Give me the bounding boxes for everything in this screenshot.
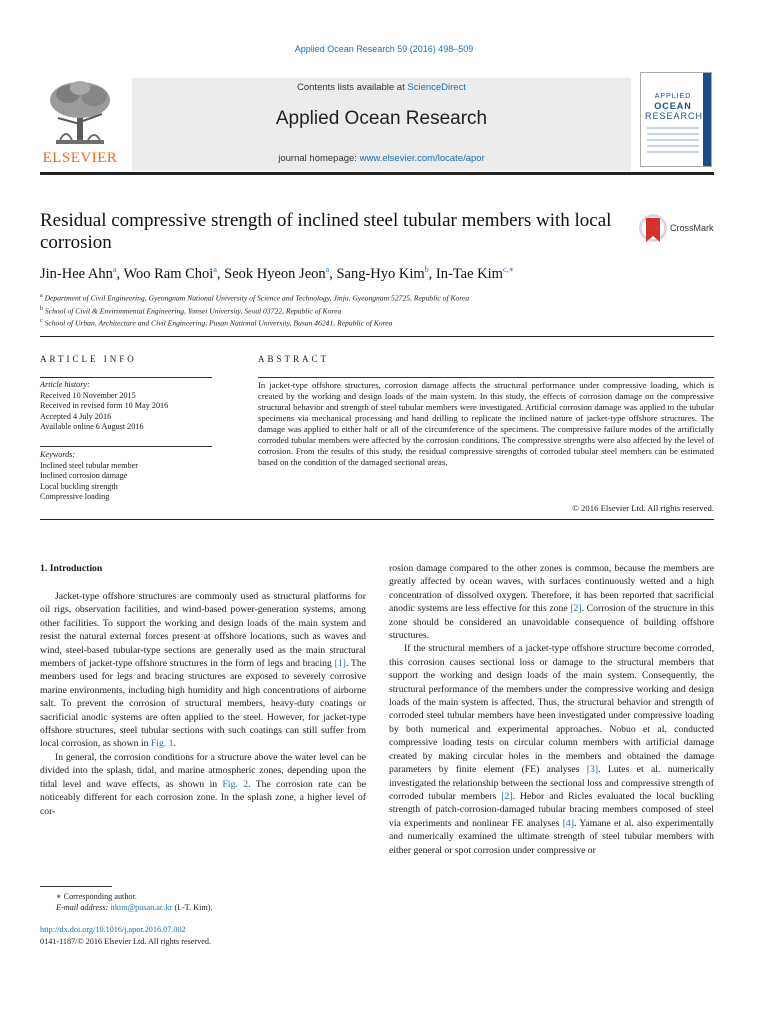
- section-rule: [40, 519, 714, 520]
- article-history: [40, 380, 212, 433]
- masthead: [40, 72, 714, 168]
- journal-cover-thumbnail[interactable]: [640, 72, 712, 167]
- citation-link[interactable]: [3]: [586, 764, 599, 776]
- text-run: . Hebor and Ricles evaluated the local buckling strength of patch-corrosion-damaged tubular bracing members composed of steel via experiments and nonlinear FE analyses: [389, 790, 714, 829]
- affiliation-mark[interactable]: a: [112, 265, 117, 274]
- history-caption: Article history:: [40, 380, 90, 389]
- text-run: .: [173, 738, 176, 750]
- article-title: Residual compressive strength of inclined steel tubular members with local corrosion: [40, 210, 612, 253]
- issn-line: 0141-1187/© 2016 Elsevier Ltd. All rights reserved.: [40, 937, 212, 946]
- citation-link[interactable]: [1]: [334, 658, 346, 670]
- doi-link[interactable]: http://dx.doi.org/10.1016/j.apor.2016.07.002: [40, 925, 186, 934]
- paragraph: [40, 590, 366, 751]
- author-name[interactable]: In-Tae Kim: [435, 265, 503, 282]
- affiliation-marker: a: [40, 293, 43, 299]
- footnote-rule: [40, 886, 112, 887]
- text-run: . The members used for legs and bracing structures are exposed to severely corrosive marine environments, including high humidity and high concentrations of airborne salt. To prevent the corrosion of structural members, heavy-duty coatings or sacrificial anodic systems are often applied to the steel. However, for jacket-type offshore structures, steel tubular sections with such coatings can still suffer from local corrosion, as shown in: [40, 658, 366, 750]
- author-name[interactable]: Jin-Hee Ahn: [40, 265, 113, 282]
- cover-title-line2: OCEAN: [654, 101, 692, 111]
- article-info-heading: ARTICLE INFO: [40, 354, 137, 364]
- article-info-rule: [40, 377, 212, 378]
- contents-line: [132, 82, 631, 93]
- keywords-caption: Keywords:: [40, 450, 76, 459]
- affiliation-marker: b: [40, 305, 43, 312]
- history-entry: Available online 6 August 2016: [40, 422, 144, 432]
- history-entry: Received in revised form 10 May 2016: [40, 401, 169, 411]
- text-run: . Lutes et al. numerically investigated the relationship between the sectional loss and compressive strength of corroded tubular members: [389, 764, 714, 802]
- corresponding-author-note: ∗ Corresponding author.: [56, 892, 137, 901]
- affiliation-mark[interactable]: c,∗: [502, 265, 514, 274]
- figure-link[interactable]: Fig. 2: [222, 778, 249, 790]
- affiliation-mark[interactable]: b: [424, 265, 429, 274]
- figure-link[interactable]: Fig. 1: [150, 738, 174, 750]
- abstract-heading: ABSTRACT: [258, 354, 330, 364]
- affiliation-text: School of Civil & Environmental Engineering, Yonsei University, Seoul 03722, Republic of Korea: [44, 306, 342, 316]
- abstract-rule: [258, 377, 714, 378]
- paragraph: [40, 751, 366, 818]
- text-run: If the structural members of a jacket-type offshore structure become corroded, this corrosion causes sectional loss or damage to the structural members that support the working and design loads of the main system. Consequently, the structural performance of the members under the compressive working and design loads of the main system is affected. Thus, the structural behavior and strength of corroded steel tubular members have been investigated under compressive loading by both numerical and experimental approaches. Nobuo et al. conducted compressive loading tests on circular column members with artificial damage created by making circular holes in the members and obtained the damage parameters by finite element (FE) analyses: [389, 643, 714, 776]
- contents-prefix: Contents lists available at: [297, 82, 408, 93]
- author-list: Jin-Hee Ahn$^a$, Woo Ram Choi$^a$, Seok Hyeon Jeon$^a$, Sang-Hyo Kim$^b$, In-Tae Kim$^{c,∗}$: [40, 265, 514, 282]
- crossmark-label: CrossMark: [670, 223, 714, 233]
- affiliation-text: School of Urban, Architecture and Civil Engineering, Pusan National University, Busan 46241, Republic of Korea: [44, 318, 393, 328]
- cover-title-line3: RESEARCH: [645, 111, 704, 121]
- homepage-prefix: journal homepage:: [278, 153, 360, 164]
- keyword: Local buckling strength: [40, 481, 118, 491]
- author-name[interactable]: Woo Ram Choi: [123, 265, 214, 282]
- email-label: E-mail address:: [56, 903, 111, 912]
- affiliation-marker: c: [40, 318, 43, 325]
- text-run: . Corrosion of the structure in this zone should be considered an unavoidable consequence of building offshore structures.: [389, 603, 714, 642]
- email-note: [40, 902, 370, 913]
- keyword: Inclined corrosion damage: [40, 471, 128, 481]
- sciencedirect-link[interactable]: ScienceDirect: [407, 82, 466, 93]
- keywords: [40, 450, 212, 503]
- crossmark-icon: [638, 212, 668, 246]
- affiliation-item: [40, 291, 714, 304]
- history-entry: Accepted 4 July 2016: [40, 411, 112, 421]
- paragraph: [389, 562, 714, 642]
- affiliation-mark[interactable]: a: [213, 265, 217, 274]
- text-run: . Yamane et al. also experimentally and numerically examined the ultimate strength of steel tubular members with either general or spot corrosion under compressive or: [389, 817, 714, 856]
- author-name[interactable]: Seok Hyeon Jeon: [224, 265, 326, 282]
- email-suffix: (I.-T. Kim).: [172, 903, 213, 912]
- citation-link[interactable]: [4]: [562, 817, 574, 829]
- elsevier-wordmark: ELSEVIER: [42, 150, 118, 166]
- paragraph: [389, 642, 714, 857]
- citation-link[interactable]: [2]: [570, 603, 582, 615]
- crossmark-badge[interactable]: [638, 212, 718, 246]
- body-column-left: [40, 590, 366, 818]
- journal-banner: [132, 78, 631, 171]
- author-name[interactable]: Sang-Hyo Kim: [336, 265, 425, 282]
- keyword: Compressive loading: [40, 492, 110, 502]
- history-entry: Received 10 November 2015: [40, 390, 136, 400]
- cover-stripe: [703, 73, 711, 166]
- keywords-rule: [40, 446, 212, 447]
- text-run: Jacket-type offshore structures are commonly used as structural platforms for oil rigs, observation facilities, and wind-based power-generation systems, among other facilities. To support the working and design loads of the main system and resist the natural external forces present at offshore locations, such as waves and wind, steel-based tubular-type sections are generally used as the main structural members of jacket-type offshore structures in the form of legs and bracing: [40, 591, 366, 670]
- affiliation-mark[interactable]: a: [325, 265, 330, 274]
- text-run: In general, the corrosion conditions for a structure above the water level can be divided into the splash, tidal, and marine atmospheric zones, depending upon the tidal level and wave effects, as shown in: [40, 751, 366, 790]
- journal-homepage-link[interactable]: www.elsevier.com/locate/apor: [359, 153, 485, 164]
- text-run: rosion damage compared to the other zones is common, because the members are greatly affected by ocean waves, with surfaces continuously wetted and a high concentration of dissolved oxygen. Therefore, it has been reported that sacrificial anodic systems are less effective for this zone: [389, 563, 714, 615]
- affiliation-text: Department of Civil Engineering, Gyeongnam National University of Science and Technology, Jinju, Gyeongnam 52725, Republic of Korea: [44, 293, 470, 303]
- affiliation-item: [40, 304, 714, 317]
- homepage-line: [132, 153, 631, 164]
- header-rule: [40, 172, 714, 175]
- cover-title-line1: APPLIED: [654, 93, 692, 100]
- footnotes: [40, 891, 370, 913]
- affiliations: [40, 291, 714, 329]
- abstract-text: In jacket-type offshore structures, corrosion damage affects the structural performance under compressive loading, which is created by the working and design loads of the main system. In this study, the effects of corrosion damage on the compressive structural behavior and strength of steel tubular members were investigated. Artificial corrosion damage was applied to the tubular specimens via mechanical processing and hand drilling to replicate the inclined nature of jacket-type offshore structures. The damage was applied to either half or all of the circumference of the specimens. The compressive failure modes of the artificially corroded tubular members were affected by the corrosion conditions. The compressive strengths were also affected by the level of corrosion. From the results of this study, the residual compressive strengths of corroded tubular steel members can be estimated based on the condition of the damaged sectional areas.: [258, 380, 714, 467]
- cover-decoration: [647, 127, 699, 157]
- introduction-heading: 1. Introduction: [40, 563, 103, 574]
- body-column-right: [389, 562, 714, 857]
- email-link[interactable]: itkim@pusan.ac.kr: [110, 903, 173, 912]
- journal-name: Applied Ocean Research: [275, 108, 488, 129]
- affiliation-item: [40, 316, 714, 329]
- section-rule: [40, 336, 714, 337]
- keyword: Inclined steel tubular member: [40, 460, 138, 470]
- journal-reference[interactable]: Applied Ocean Research 59 (2016) 498–509: [294, 44, 474, 54]
- abstract-copyright: © 2016 Elsevier Ltd. All rights reserved.: [572, 503, 714, 513]
- text-run: . The corrosion rate can be noticeably different for each corrosion zone. In the splash zone, a higher level of cor-: [40, 778, 366, 817]
- citation-link[interactable]: [2]: [501, 790, 513, 802]
